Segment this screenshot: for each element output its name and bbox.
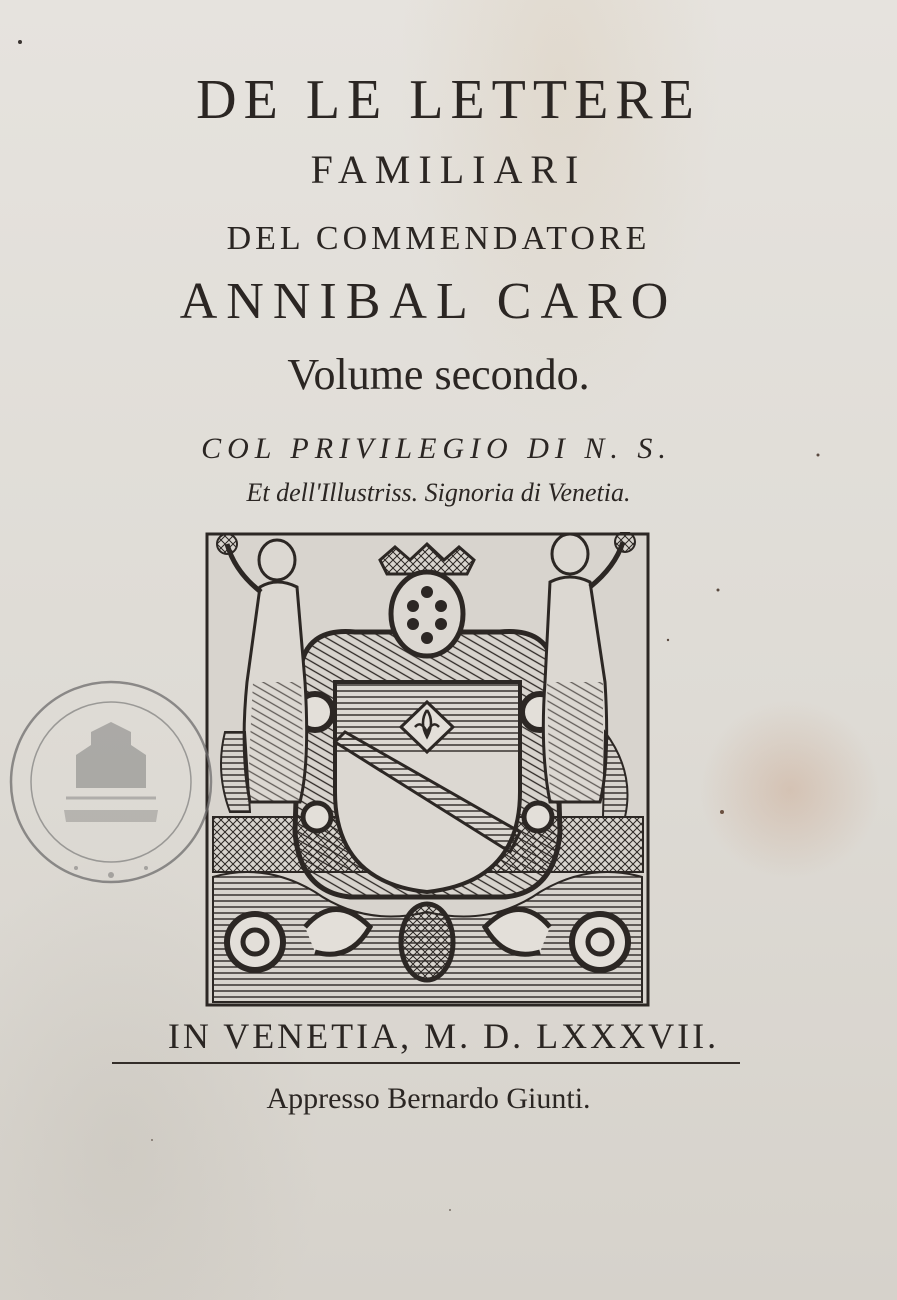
imprint-place-date: IN VENETIA, M. D. LXXXVII. <box>167 1016 720 1056</box>
title-line-3: DEL COMMENDATORE <box>226 220 651 257</box>
title-line-1: DE LE LETTERE <box>196 69 701 131</box>
privilege-line-2: Et dell'Illustriss. Signoria di Venetia. <box>246 478 631 507</box>
giunti-coat-of-arms-woodcut <box>205 532 650 1007</box>
library-ownership-stamp <box>6 670 221 895</box>
imprint-rule <box>112 1062 740 1064</box>
author-name: ANNIBAL CARO <box>179 273 678 330</box>
volume-line: Volume secondo. <box>287 350 590 399</box>
title-line-2: FAMILIARI <box>310 147 587 192</box>
imprint-printer: Appresso Bernardo Giunti. <box>266 1082 591 1115</box>
privilege-line: COL PRIVILEGIO DI N. S. <box>201 432 672 465</box>
